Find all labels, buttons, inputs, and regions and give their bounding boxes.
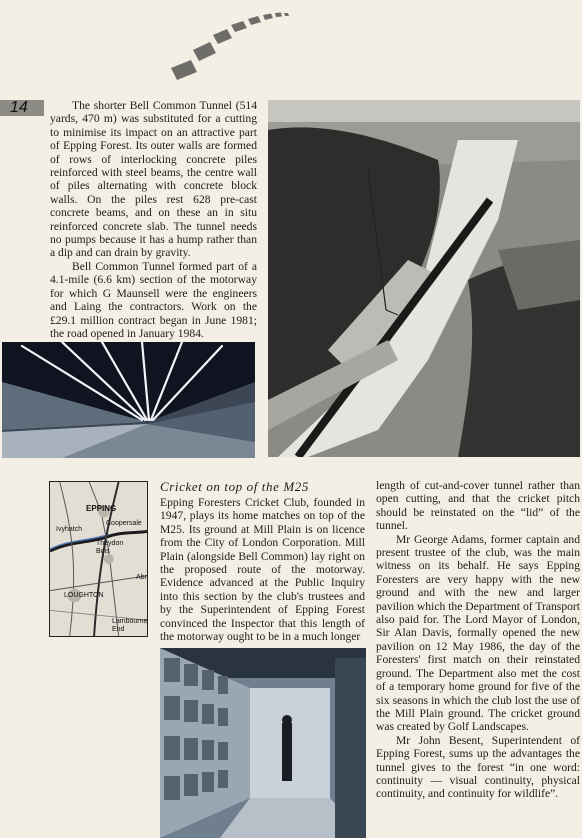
paragraph-john-besent: Mr John Besent, Superintendent of Epping Forest, sums up the advantages the tunnel gives to the forest “in one word: continuity — visual continuity, physical continuity, and continuity for wildlife”.: [376, 733, 580, 801]
map-label-abridge: Abr: [136, 574, 147, 581]
map-label-loughton: LOUGHTON: [64, 592, 104, 599]
article-column-middle: [160, 496, 365, 643]
aerial-construction-photo: [268, 100, 580, 457]
paragraph-tunnel-contract: Bell Common Tunnel formed part of a 4.1-mile (6.6 km) section of the motorway for which G Maunsell were the engineers and Laing the contractors. Work on the £29.1 million contract began in June 1981; the road opened in January 1984.: [50, 259, 257, 340]
paragraph-george-adams: Mr George Adams, former captain and present trustee of the club, was the main witness on its behalf. He says Epping Foresters are very happy with the new ground and with the new and larger pavilion which the Department of Transport also paid for. The Lord Mayor of London, Sir Alan Davis, formally opened the new pavilion on 12 May 1986, the day of the Foresters' first match on their reinstated ground. The Department also met the cost of a temporary home ground for five of the six seasons in which the club lost the use of the Mill Plain ground. The cricket ground was created by Golf Landscapes.: [376, 532, 580, 734]
paragraph-cut-and-cover: length of cut-and-cover tunnel rather than open cutting, and that the cricket pitch should be reinstated on the “lid” of the tunnel.: [376, 479, 580, 533]
paragraph-cricket-club: Epping Foresters Cricket Club, founded in 1947, plays its home matches on top of the M25. Its ground at Mill Plain is on licence from the City of London Corporation. Mill Plain (alongside Bell Common) lay right on the proposed route of the motorway. Evidence advanced at the Public Inquiry into this section by the club's trustees and by the Superintendent of Epping Forest convinced the Inspector that this length of the motorway ought to be in a much longer: [160, 496, 365, 644]
map-label-coopersale: Coopersale: [106, 520, 142, 527]
tunnel-interior-photo: [2, 342, 255, 458]
locator-map: [49, 481, 148, 637]
map-label-theydon-bois: Theydon Bois: [96, 540, 124, 555]
article-column-right: [376, 479, 580, 801]
map-label-lambourne-end: Lambourne End: [112, 618, 148, 633]
section-heading: Cricket on top of the M25: [160, 479, 309, 494]
article-column-left: [50, 99, 257, 340]
map-label-ivyhatch: Ivyhatch: [56, 526, 83, 533]
map-label-epping: EPPING: [86, 504, 117, 513]
control-room-photo: [160, 648, 366, 838]
decorative-dash-arc: [165, 12, 295, 87]
page-number: 14: [0, 100, 44, 116]
paragraph-tunnel-design: The shorter Bell Common Tunnel (514 yards, 470 m) was substituted for a cutting to minimise its impact on an attractive part of Epping Forest. Its outer walls are formed of rows of interlocking concrete piles reinforced with steel beams, the centre wall of piles alternating with concrete block walls. On the piles rest 628 pre-cast concrete beams, and on these an in situ reinforced concrete slab. The tunnel needs no pumps because it has a hump rather than a dip and can drain by gravity.: [50, 99, 257, 260]
